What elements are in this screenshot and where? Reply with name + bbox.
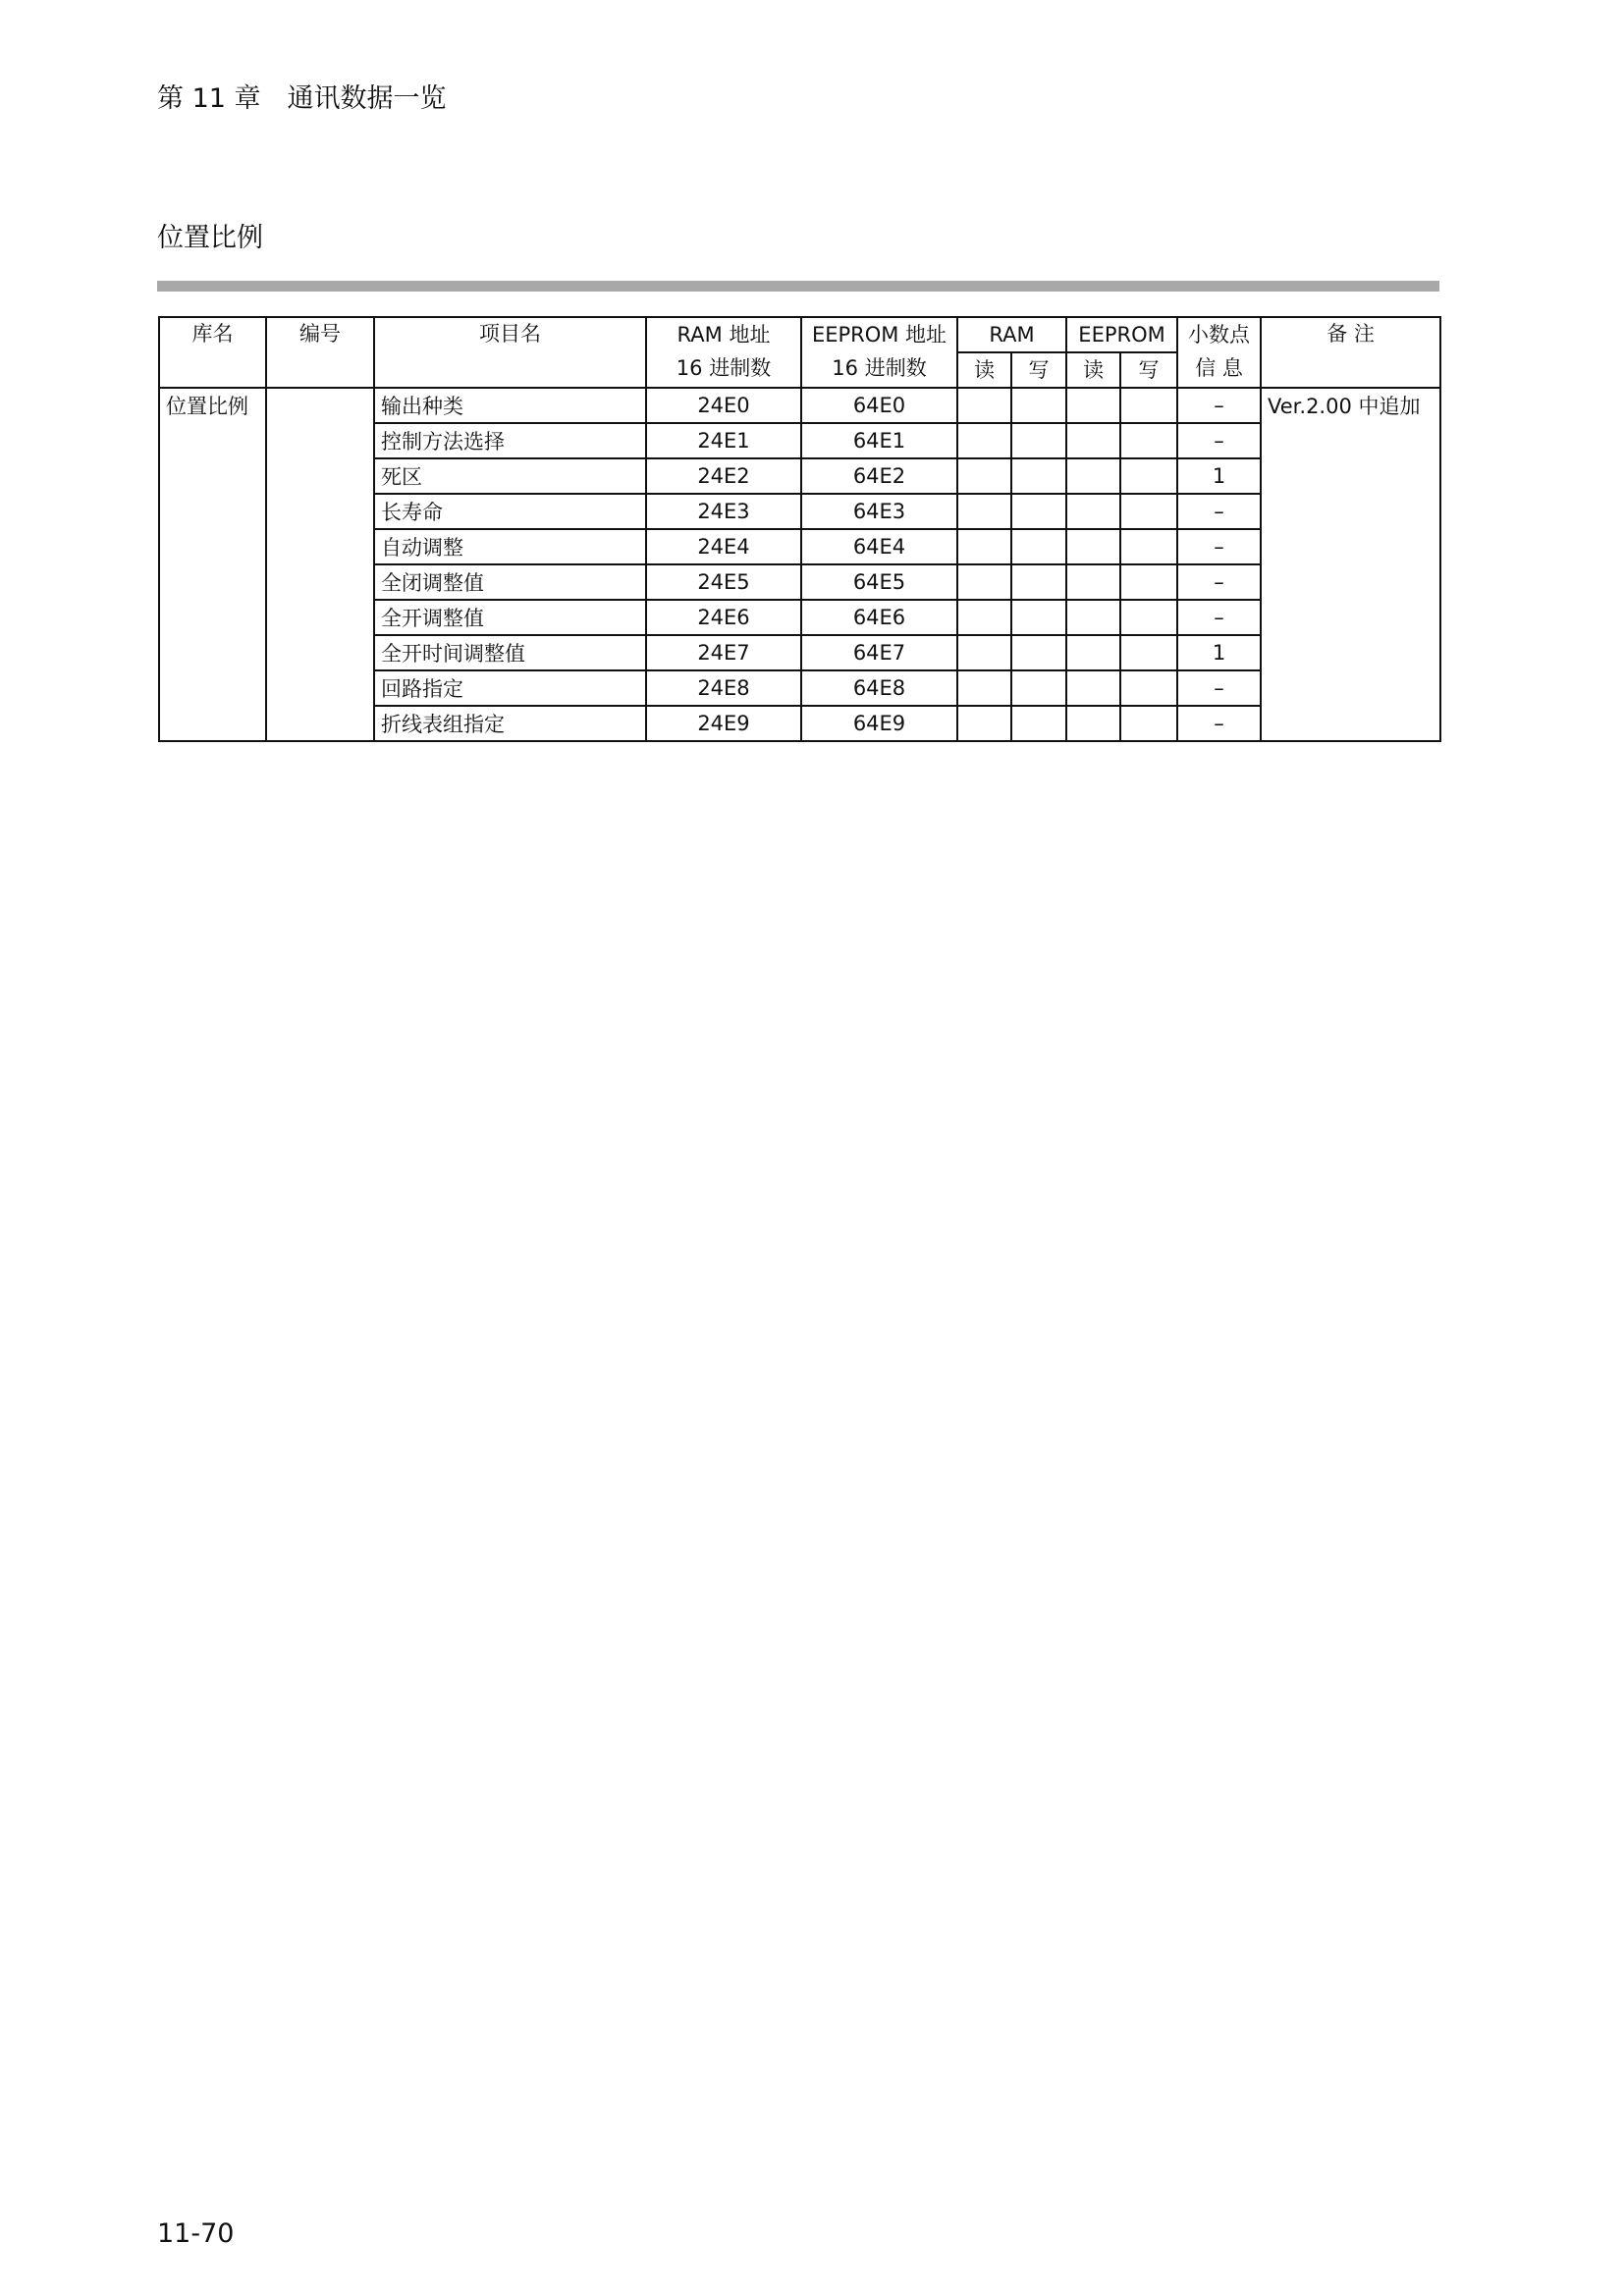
header-library: 库名 bbox=[159, 317, 266, 388]
decimal-info-cell: 1 bbox=[1177, 458, 1261, 494]
item-name-cell: 输出种类 bbox=[374, 388, 646, 423]
ram-address-cell: 24E1 bbox=[646, 423, 801, 458]
eeprom-read-cell bbox=[1066, 494, 1120, 529]
decimal-info-cell: – bbox=[1177, 670, 1261, 706]
header-number: 编号 bbox=[266, 317, 374, 388]
eeprom-read-cell bbox=[1066, 600, 1120, 635]
header-ram-address bbox=[646, 317, 801, 388]
eeprom-read-cell bbox=[1066, 458, 1120, 494]
eeprom-read-cell bbox=[1066, 706, 1120, 741]
ram-write-cell bbox=[1011, 423, 1066, 458]
ram-write-cell bbox=[1011, 600, 1066, 635]
ram-address-cell: 24E5 bbox=[646, 564, 801, 600]
decimal-info-cell: – bbox=[1177, 706, 1261, 741]
header-item: 项目名 bbox=[374, 317, 646, 388]
ram-write-cell bbox=[1011, 494, 1066, 529]
decimal-info-cell: – bbox=[1177, 388, 1261, 423]
header-decimal-line1: 小数点 bbox=[1188, 323, 1251, 347]
ram-read-cell bbox=[957, 635, 1011, 670]
item-name-cell: 全开时间调整值 bbox=[374, 635, 646, 670]
eeprom-read-cell bbox=[1066, 635, 1120, 670]
ram-write-cell bbox=[1011, 670, 1066, 706]
page-number: 11-70 bbox=[157, 2218, 235, 2249]
eeprom-address-cell: 64E0 bbox=[801, 388, 957, 423]
ram-address-cell: 24E9 bbox=[646, 706, 801, 741]
eeprom-read-cell bbox=[1066, 670, 1120, 706]
header-eeprom-read: 读 bbox=[1066, 352, 1120, 388]
header-notes: 备 注 bbox=[1261, 317, 1440, 388]
ram-read-cell bbox=[957, 458, 1011, 494]
item-name-cell: 回路指定 bbox=[374, 670, 646, 706]
notes-cell: Ver.2.00 中追加 bbox=[1261, 388, 1440, 741]
ram-address-cell: 24E0 bbox=[646, 388, 801, 423]
decimal-info-cell: – bbox=[1177, 494, 1261, 529]
chapter-heading: 第 11 章 通讯数据一览 bbox=[157, 83, 447, 114]
ram-read-cell bbox=[957, 388, 1011, 423]
table-row bbox=[159, 388, 1440, 423]
table-body bbox=[159, 388, 1440, 741]
header-ram-address-line1: RAM 地址 bbox=[677, 323, 771, 347]
eeprom-write-cell bbox=[1120, 494, 1177, 529]
ram-read-cell bbox=[957, 564, 1011, 600]
ram-address-cell: 24E3 bbox=[646, 494, 801, 529]
eeprom-read-cell bbox=[1066, 529, 1120, 564]
ram-address-cell: 24E6 bbox=[646, 600, 801, 635]
eeprom-read-cell bbox=[1066, 423, 1120, 458]
ram-read-cell bbox=[957, 423, 1011, 458]
eeprom-write-cell bbox=[1120, 388, 1177, 423]
eeprom-address-cell: 64E7 bbox=[801, 635, 957, 670]
decimal-info-cell: – bbox=[1177, 600, 1261, 635]
ram-read-cell bbox=[957, 529, 1011, 564]
item-name-cell: 全闭调整值 bbox=[374, 564, 646, 600]
eeprom-address-cell: 64E3 bbox=[801, 494, 957, 529]
header-eeprom-address-line2: 16 进制数 bbox=[832, 356, 927, 380]
eeprom-address-cell: 64E9 bbox=[801, 706, 957, 741]
ram-address-cell: 24E8 bbox=[646, 670, 801, 706]
section-title: 位置比例 bbox=[157, 223, 263, 253]
eeprom-address-cell: 64E6 bbox=[801, 600, 957, 635]
ram-write-cell bbox=[1011, 458, 1066, 494]
item-name-cell: 控制方法选择 bbox=[374, 423, 646, 458]
ram-write-cell bbox=[1011, 706, 1066, 741]
decimal-info-cell: – bbox=[1177, 529, 1261, 564]
ram-read-cell bbox=[957, 600, 1011, 635]
eeprom-write-cell bbox=[1120, 706, 1177, 741]
header-eeprom-write: 写 bbox=[1120, 352, 1177, 388]
section-divider bbox=[157, 281, 1439, 292]
eeprom-read-cell bbox=[1066, 564, 1120, 600]
decimal-info-cell: – bbox=[1177, 564, 1261, 600]
ram-read-cell bbox=[957, 670, 1011, 706]
eeprom-write-cell bbox=[1120, 635, 1177, 670]
eeprom-address-cell: 64E2 bbox=[801, 458, 957, 494]
header-eeprom-address-line1: EEPROM 地址 bbox=[811, 323, 947, 347]
number-cell bbox=[266, 388, 374, 741]
eeprom-write-cell bbox=[1120, 529, 1177, 564]
header-ram-read: 读 bbox=[957, 352, 1011, 388]
item-name-cell: 死区 bbox=[374, 458, 646, 494]
item-name-cell: 自动调整 bbox=[374, 529, 646, 564]
eeprom-write-cell bbox=[1120, 458, 1177, 494]
ram-read-cell bbox=[957, 494, 1011, 529]
eeprom-read-cell bbox=[1066, 388, 1120, 423]
header-ram-address-line2: 16 进制数 bbox=[676, 356, 772, 380]
eeprom-write-cell bbox=[1120, 564, 1177, 600]
communication-data-table bbox=[158, 316, 1441, 742]
header-ram-write: 写 bbox=[1011, 352, 1066, 388]
ram-write-cell bbox=[1011, 564, 1066, 600]
header-eeprom-address bbox=[801, 317, 957, 388]
item-name-cell: 全开调整值 bbox=[374, 600, 646, 635]
eeprom-address-cell: 64E5 bbox=[801, 564, 957, 600]
eeprom-address-cell: 64E8 bbox=[801, 670, 957, 706]
ram-read-cell bbox=[957, 706, 1011, 741]
eeprom-write-cell bbox=[1120, 670, 1177, 706]
ram-address-cell: 24E2 bbox=[646, 458, 801, 494]
ram-address-cell: 24E4 bbox=[646, 529, 801, 564]
ram-write-cell bbox=[1011, 635, 1066, 670]
item-name-cell: 长寿命 bbox=[374, 494, 646, 529]
decimal-info-cell: 1 bbox=[1177, 635, 1261, 670]
eeprom-write-cell bbox=[1120, 423, 1177, 458]
ram-write-cell bbox=[1011, 388, 1066, 423]
eeprom-address-cell: 64E4 bbox=[801, 529, 957, 564]
item-name-cell: 折线表组指定 bbox=[374, 706, 646, 741]
header-ram-group: RAM bbox=[957, 317, 1066, 352]
ram-write-cell bbox=[1011, 529, 1066, 564]
header-decimal-info bbox=[1177, 317, 1261, 388]
header-decimal-line2: 信 息 bbox=[1195, 356, 1243, 380]
header-eeprom-group: EEPROM bbox=[1066, 317, 1177, 352]
decimal-info-cell: – bbox=[1177, 423, 1261, 458]
library-name-cell: 位置比例 bbox=[159, 388, 266, 741]
ram-address-cell: 24E7 bbox=[646, 635, 801, 670]
eeprom-write-cell bbox=[1120, 600, 1177, 635]
eeprom-address-cell: 64E1 bbox=[801, 423, 957, 458]
